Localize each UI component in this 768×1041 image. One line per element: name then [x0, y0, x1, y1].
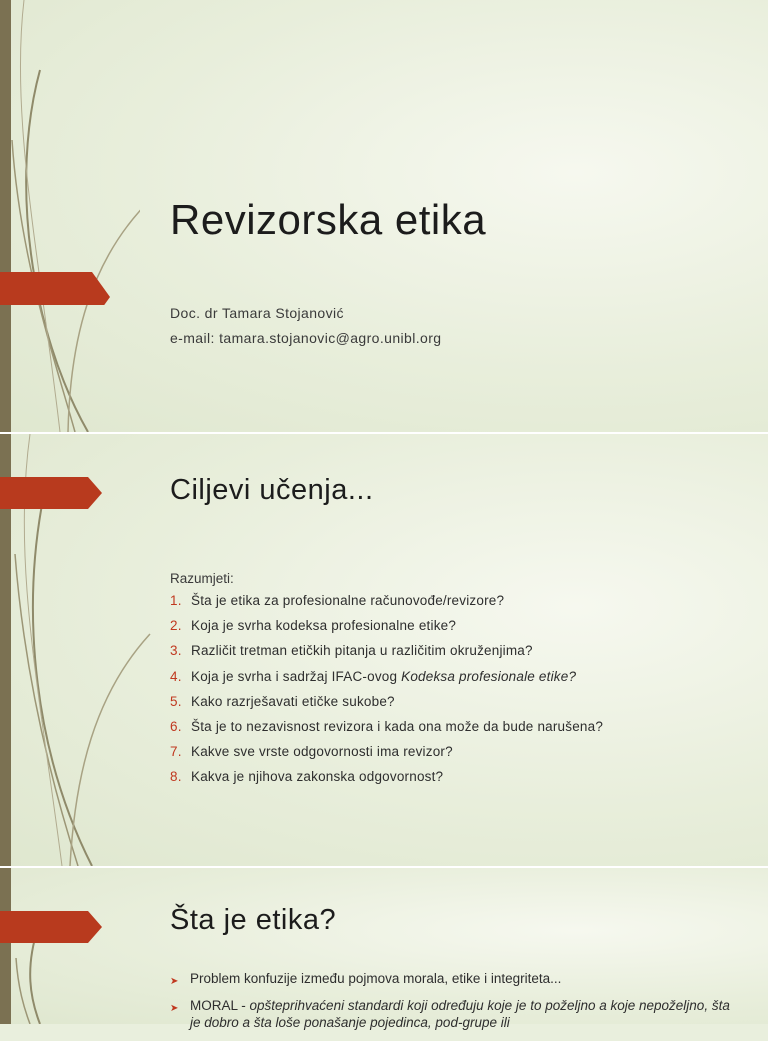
decorative-curves: [0, 0, 140, 432]
accent-tab: [0, 272, 110, 305]
ethics-title: Šta je etika?: [170, 904, 337, 936]
presentation-title: Revizorska etika: [170, 196, 487, 243]
decorative-curves: [0, 868, 90, 1024]
goal-item: 2. Koja je svrha kodeksa profesionalne etike?: [170, 618, 457, 634]
author-name: Doc. dr Tamara Stojanović: [170, 305, 344, 321]
author-email: e-mail: tamara.stojanovic@agro.unibl.org: [170, 330, 442, 346]
goal-item: 4. Koja je svrha i sadržaj IFAC-ovog Kodeksa profesionale etike?: [170, 668, 577, 684]
goals-list: [170, 593, 750, 795]
arrow-bullet-icon: ➤: [170, 1003, 179, 1014]
bullet-item: ➤ Problem konfuzije između pojmova morala, etike i integriteta...: [170, 970, 730, 987]
bullet-item: ➤ MORAL - opšteprihvaćeni standardi koji određuju koje je to poželjno a koje nepoželjno, šta je dobro a šta loše ponašanje pojedinca, pod-grupe ili: [170, 998, 730, 1030]
accent-tab: [0, 477, 102, 510]
arrow-bullet-icon: ➤: [170, 976, 179, 987]
goal-item: 7. Kakve sve vrste odgovornosti ima revizor?: [170, 744, 453, 760]
goal-item: 6. Šta je to nezavisnost revizora i kada ona može da bude narušena?: [170, 718, 604, 734]
ethics-bullets: [170, 970, 730, 1041]
goals-intro: Razumjeti:: [170, 571, 234, 586]
goals-title: Ciljevi učenja...: [170, 474, 374, 506]
goal-item: 5. Kako razrješavati etičke sukobe?: [170, 693, 395, 709]
title-slide: [0, 0, 768, 432]
goal-item: 8. Kakva je njihova zakonska odgovornost?: [170, 769, 444, 785]
goal-item: 1. Šta je etika za profesionalne računovođe/revizore?: [170, 593, 505, 608]
goal-item: 3. Različit tretman etičkih pitanja u različitim okruženjima?: [170, 643, 533, 659]
accent-tab: [0, 911, 102, 944]
